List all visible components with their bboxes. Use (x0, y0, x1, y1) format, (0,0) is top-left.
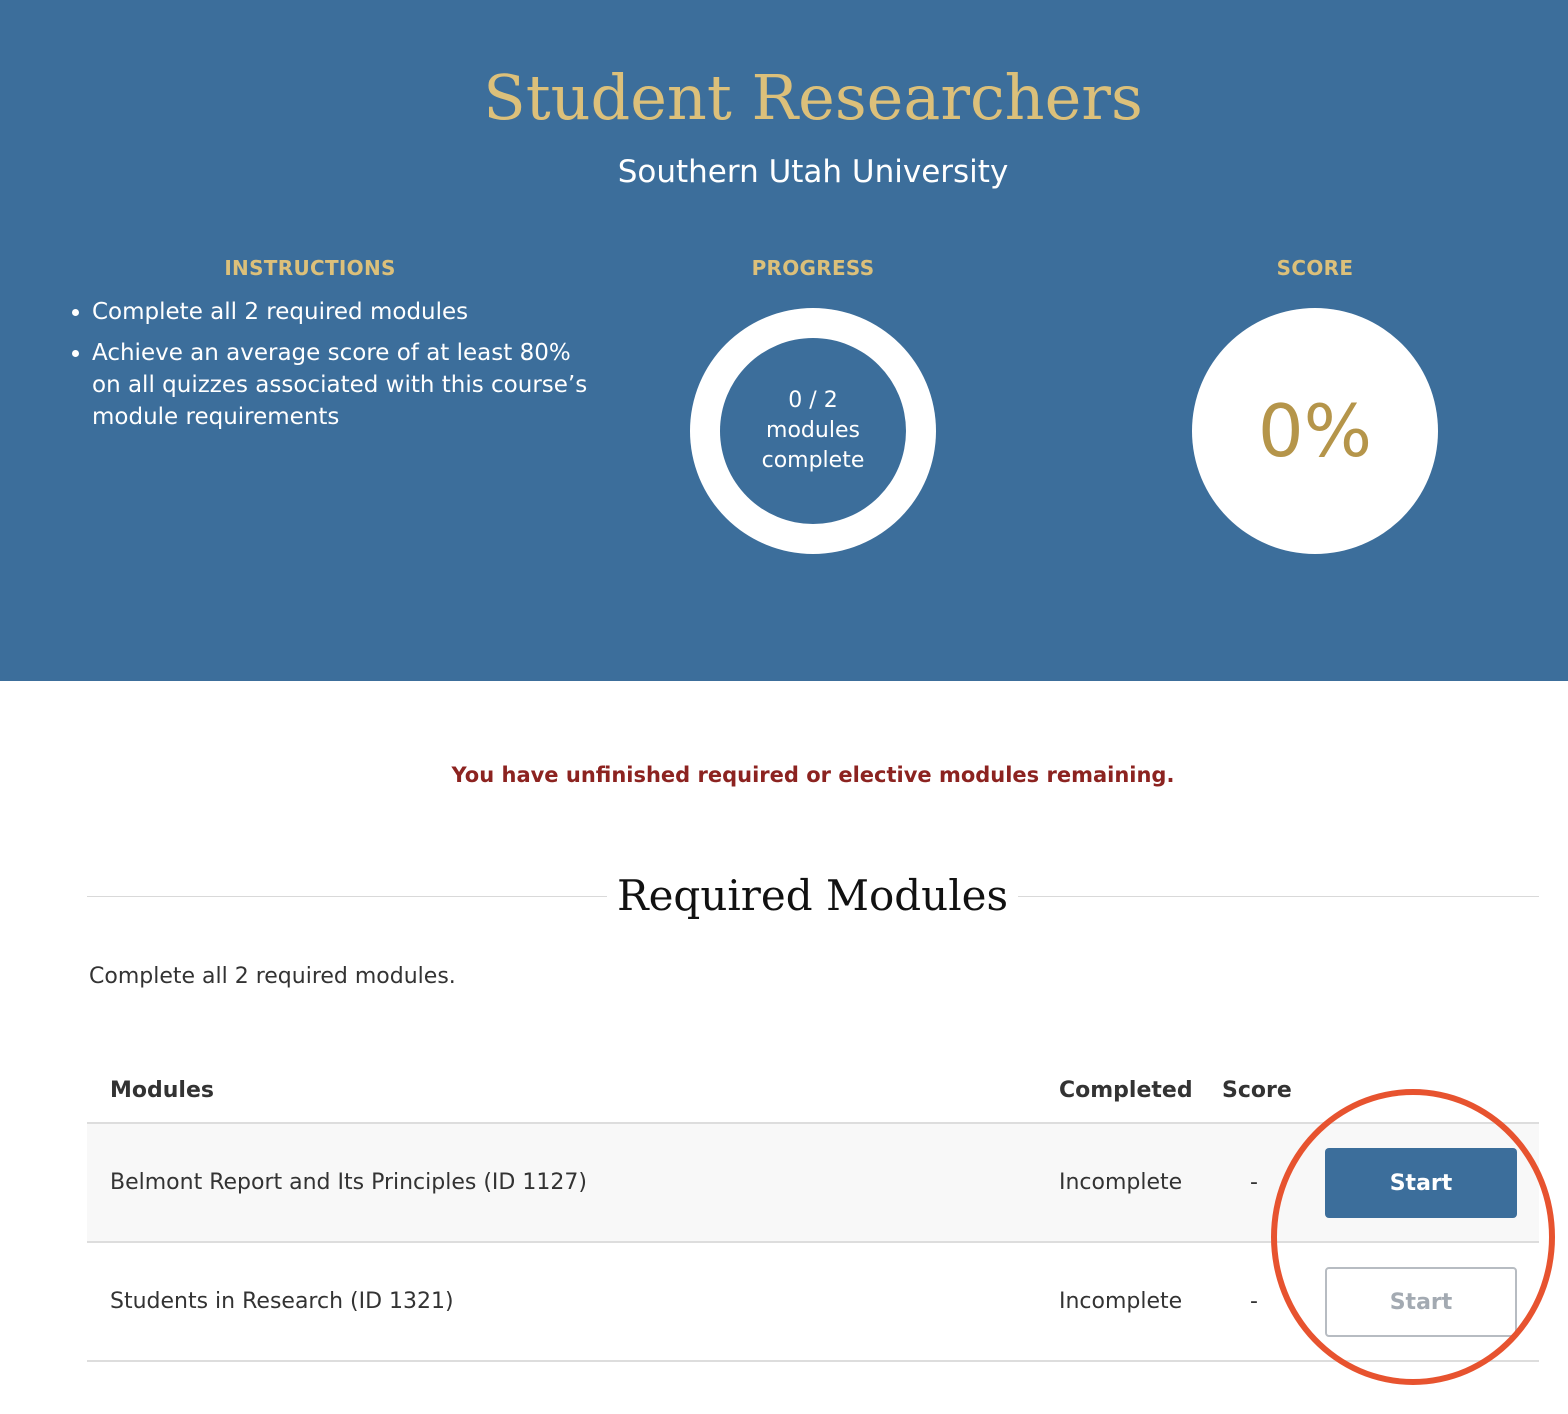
table-header (87, 1066, 1539, 1124)
score-circle (1192, 308, 1438, 554)
score-label: SCORE (1276, 256, 1354, 280)
progress-ring (690, 308, 936, 554)
progress-count: 0 / 2 (788, 388, 838, 413)
heading-divider-right (1018, 896, 1539, 897)
score-value: 0% (1257, 389, 1373, 473)
unfinished-warning: You have unfinished required or elective modules remaining. (451, 763, 1175, 787)
start-button[interactable]: Start (1325, 1148, 1517, 1218)
course-title: Student Researchers (483, 61, 1143, 134)
institution-name: Southern Utah University (617, 154, 1009, 190)
module-score: - (1250, 1170, 1258, 1195)
progress-unit: modules (766, 418, 860, 443)
course-header (0, 0, 1568, 681)
column-header-score: Score (1222, 1078, 1292, 1103)
instructions-label: INSTRUCTIONS (224, 256, 396, 280)
column-header-modules: Modules (110, 1078, 214, 1103)
column-header-completed: Completed (1059, 1078, 1193, 1103)
instructions-list (58, 296, 592, 442)
progress-ring-center (720, 338, 906, 524)
start-button-disabled[interactable]: Start (1325, 1267, 1517, 1337)
module-name: Belmont Report and Its Principles (ID 1127) (110, 1170, 587, 1195)
required-modules-heading (87, 866, 1539, 926)
progress-status: complete (761, 448, 865, 473)
instruction-item: • Achieve an average score of at least 80% on all quizzes associated with this course’s module requirements (92, 337, 592, 433)
section-title: Required Modules (616, 871, 1009, 920)
module-completion: Incomplete (1059, 1289, 1183, 1314)
table-row (87, 1243, 1539, 1362)
module-score: - (1250, 1289, 1258, 1314)
module-name: Students in Research (ID 1321) (110, 1289, 454, 1314)
table-row (87, 1124, 1539, 1243)
instruction-item: • Complete all 2 required modules (92, 296, 592, 328)
progress-label: PROGRESS (751, 256, 875, 280)
section-description: Complete all 2 required modules. (89, 964, 456, 989)
modules-table (87, 1066, 1539, 1362)
module-completion: Incomplete (1059, 1170, 1183, 1195)
heading-divider-left (87, 896, 607, 897)
